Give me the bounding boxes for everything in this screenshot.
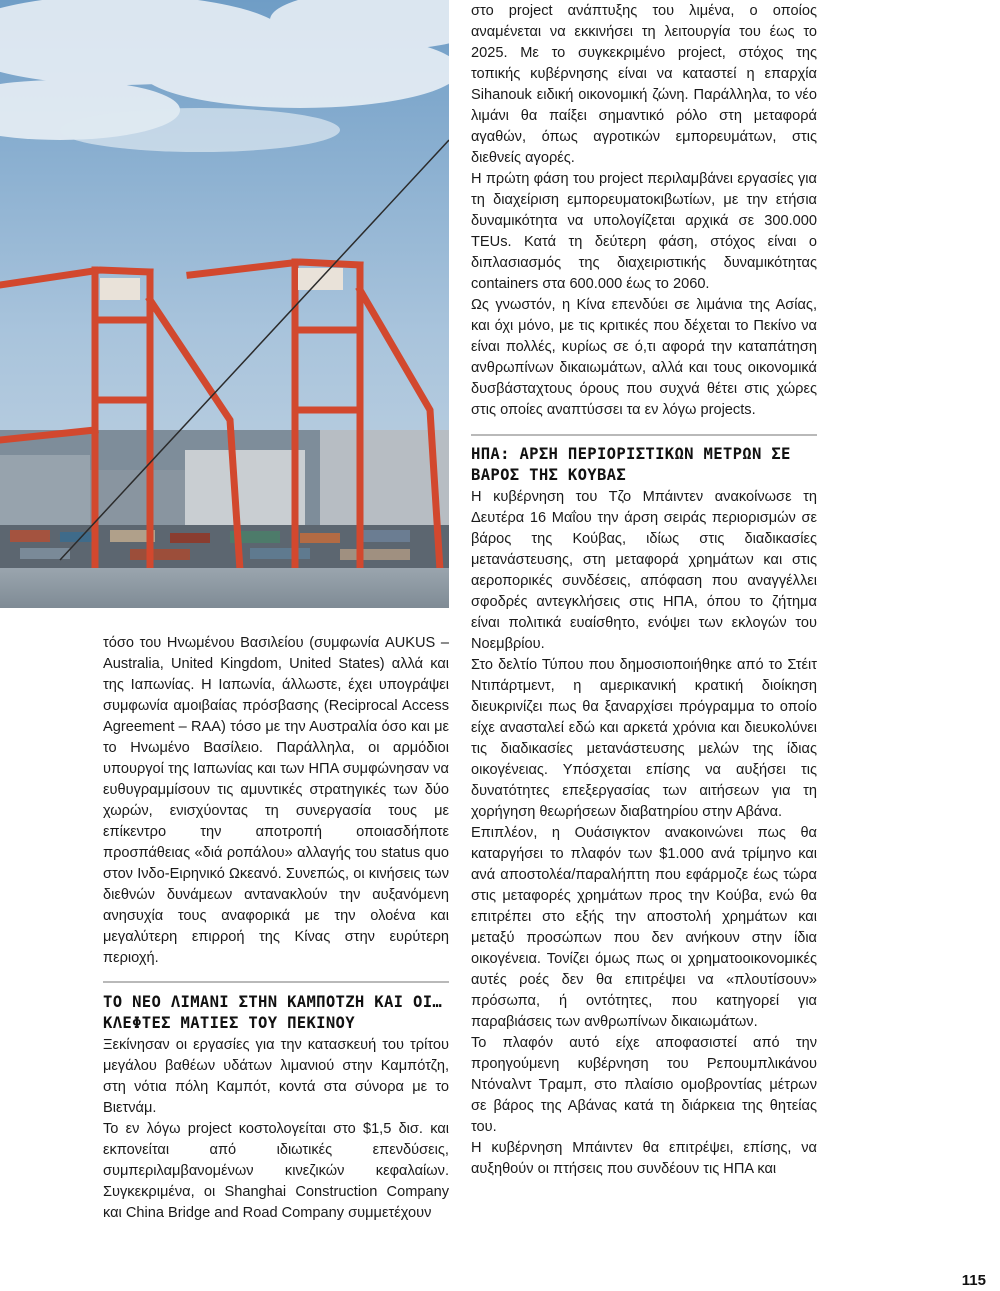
water (0, 568, 449, 608)
body-paragraph: Στο δελτίο Τύπου που δημοσιοποιήθηκε από το Στέιτ Ντιπάρτμεντ, η αμερικανική κρατική διοίκηση διευκρινίζει πως θα ξαναρχίσει πρόγραμμα το οποίο είχε ανασταλεί εδώ και αρκετά χρόνια και διευκολύνει τις διαδικασίες μετανάστευσης μελών της ίδιας οικογένειας. Υπόσχεται επίσης να αυξήσει τις δυνατότητες επεξεργασίας των αιτήσεων για τη χορήγηση θεωρήσεων διαβατηρίου στην Αβάνα. (471, 657, 817, 820)
body-paragraph: Η κυβέρνηση του Τζο Μπάιντεν ανακοίνωσε τη Δευτέρα 16 Μαΐου την άρση σειράς περιορισμών σε βάρος της Κούβας, ιδίως στις διαδικασίες μετανάστευσης, στη μεταφορά χρημάτων και στις αεροπορικές συνδέσεις, απόφαση που αναγγέλλει σφοδρές αντεγκλήσεις στις ΗΠΑ, όπου το ζήτημα είναι πολιτικά ευαίσθητο, ενόψει των εκλογών του Νοεμβρίου. (471, 489, 817, 652)
page-number: 115 (961, 1272, 986, 1289)
body-paragraph: στο project ανάπτυξης του λιμένα, ο οποίος αναμένεται να εκκινήσει τη λειτουργία του έως το 2025. Με το συγκεκριμένο project, στόχος της τοπικής κυβέρνησης είναι να καταστεί η επαρχία Sihanouk ειδική οικονομική ζώνη. Παράλληλα, το νέο λιμάνι θα παίξει σημαντικό ρόλο στη μεταφορά αγαθών, όπως αγροτικών εμπορευμάτων, στις διεθνείς αγορές. (471, 3, 817, 166)
body-paragraph: Η πρώτη φάση του project περιλαμβάνει εργασίες για τη διαχείριση εμπορευματοκιβωτίων, με την ετήσια δυναμικότητα να υπολογίζεται αρχικά σε 300.000 TEUs. Κατά τη δεύτερη φάση, στόχος είναι ο διπλασιασμός της διαχειριστικής δυναμικότητας containers στα 600.000 έως το 2060. (471, 171, 817, 292)
section-heading: ΗΠΑ: ΑΡΣΗ ΠΕΡΙΟΡΙΣΤΙΚΩΝ ΜΕΤΡΩΝ ΣΕ ΒΑΡΟΣ ΤΗΣ ΚΟΥΒΑΣ (471, 445, 791, 484)
left-column (103, 633, 449, 1224)
body-paragraph: Η κυβέρνηση Μπάιντεν θα επιτρέψει, επίσης, να αυξηθούν οι πτήσεις που συνδέουν τις ΗΠΑ και (471, 1140, 817, 1177)
body-paragraph: Επιπλέον, η Ουάσιγκτον ανακοινώνει πως θα καταργήσει το πλαφόν των $1.000 ανά τρίμηνο και ανά αποστολέα/παραλήπτη που εφάρμοζε έως τώρα στις μεταφορές χρημάτων προς την Κούβα, ενώ θα επιτρέπει στο εξής την αποστολή χρημάτων και μεταξύ προσώπων που δεν ανήκουν στην ίδια οικογένεια. Τονίζει όμως πως οι χρηματοοικονομικές αυτές ροές δεν θα επιτρέψει να «πλουτίσουν» πρόσωπα, ή οντότητες, που κατηγορεί για παραβιάσεις των ανθρωπίνων δικαιωμάτων. (471, 825, 817, 1030)
body-paragraph: Ως γνωστόν, η Κίνα επενδύει σε λιμάνια της Ασίας, και όχι μόνο, με τις κριτικές που δέχεται το Πεκίνο να είναι πολλές, κυρίως σε ό,τι αφορά την καταπάτηση ανθρωπίνων δικαιωμάτων, αλλά και τους οικονομικά δυσβάσταχτους όρους που συχνά θέτει στις χώρες στις οποίες αναπτύσσει τα εν λόγω projects. (471, 297, 817, 418)
right-column (471, 1, 817, 1180)
section-heading: ΤΟ ΝΕΟ ΛΙΜΑΝΙ ΣΤΗΝ ΚΑΜΠΟΤΖΗ ΚΑΙ ΟΙ… ΚΛΕΦΤΕΣ ΜΑΤΙΕΣ ΤΟΥ ΠΕΚΙΝΟΥ (103, 993, 443, 1032)
port-photo (0, 0, 449, 608)
section-divider (471, 434, 817, 436)
body-paragraph: Το πλαφόν αυτό είχε αποφασιστεί από την προηγούμενη κυβέρνηση του Ρεπουμπλικάνου Ντόναλντ Τραμπ, στο πλαίσιο ομοβροντίας μέτρων σε βάρος της Αβάνας κατά τη διάρκεια της θητείας του. (471, 1035, 817, 1135)
body-paragraph: Ξεκίνησαν οι εργασίες για την κατασκευή του τρίτου μεγάλου βαθέων υδάτων λιμανιού στην Καμπότζη, στη νότια πόλη Καμπότ, κοντά στα σύνορα με το Βιετνάμ. (103, 1037, 449, 1116)
body-paragraph: τόσο του Ηνωμένου Βασιλείου (συμφωνία AUKUS – Australia, United Kingdom, United States) αλλά και της Ιαπωνίας. Η Ιαπωνία, άλλωστε, έχει υπογράψει συμφωνία αμοιβαίας πρόσβασης (Reciprocal Access Agreement – RAA) τόσο με την Αυστραλία όσο και με το Ηνωμένο Βασίλειο. Παράλληλα, οι αρμόδιοι υπουργοί της Ιαπωνίας και των ΗΠΑ συμφώνησαν να ευθυγραμμίσουν τις αμυντικές στρατηγικές των δύο χωρών, ενισχύοντας τη συνεργασία τους με επίκεντρο την αποτροπή οποιασδήποτε προσπάθειας «διά ροπάλου» αλλαγής του status quo στον Ινδο-Ειρηνικό Ωκεανό. Συνεπώς, οι κινήσεις των διεθνών δυνάμεων αντανακλούν την αυξανόμενη ανησυχία τους αναφορικά με την ολοένα και μεγαλύτερη επιρροή της Κίνας στην ευρύτερη περιοχή. (103, 635, 449, 966)
section-divider (103, 981, 449, 983)
body-paragraph: Το εν λόγω project κοστολογείται στο $1,5 δισ. και εκπονείται από ιδιωτικές επενδύσεις, συμπεριλαμβανομένων κινεζικών κεφαλαίων. Συγκεκριμένα, οι Shanghai Construction Company και China Bridge and Road Company συμμετέχουν (103, 1121, 449, 1221)
containers (0, 525, 449, 570)
